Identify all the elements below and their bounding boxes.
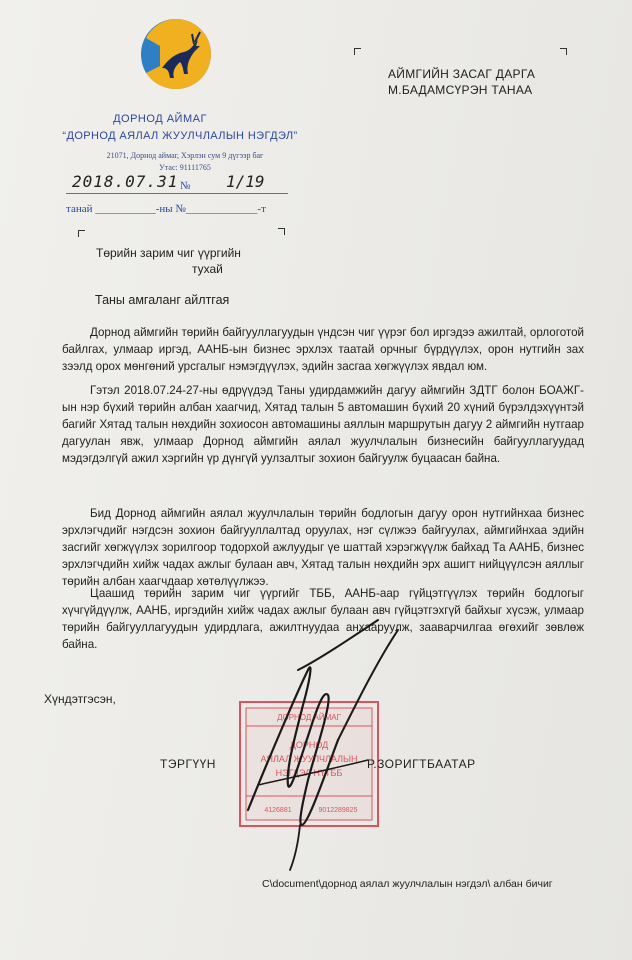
body-paragraph-2	[62, 382, 584, 467]
document-file-path: C\document\дорнод аялал жуулчлалын нэгдэл\ албан бичиг	[262, 878, 553, 890]
letter-number-label: №	[180, 180, 191, 192]
organization-name: “ДОРНОД АЯЛАЛ ЖУУЛЧЛАЛЫН НЭГДЭЛ”	[62, 130, 298, 142]
stamp-mid-3: НЭГДЭЛ НҮТББ	[275, 768, 343, 778]
addressee-title: АЙМГИЙН ЗАСАГ ДАРГА	[388, 67, 536, 81]
signer-name: Р.ЗОРИГТБААТАР	[367, 757, 476, 771]
subject-corner-right	[278, 228, 285, 235]
organization-address: 21071, Дорнод аймаг, Хэрлэн сум 9 дүгээр баг	[106, 151, 264, 160]
stamp-reg-2: 9012289825	[318, 807, 358, 814]
body-paragraph-2-text: Гэтэл 2018.07.24-27-ны өдрүүдэд Таны удирдамжийн дагуу аймгийн ЗДТГ болон БОАЖГ-ын нэр бүхий төрийн албан хаагчид, Хятад талын 5 автомашин бүхий 20 хүний бүрэлдэхүүнтэй багийг Хятад талын нөхдийн зохиосон автомашины аяллын маршрутын дагуу 2 аймгийн нутгаар дагуулан явж, улмаар Дорнод аймгийн аялал жуулчлалын бизнесийн байгууллагуудад мэдэгдэлгүй ажил хэргийн үр дүнгүй уулзалтыг зохион байгуулж буцаасан байна.	[62, 384, 584, 465]
letter-number: 1/19	[226, 172, 265, 191]
subject-block	[96, 245, 296, 277]
subject-line-1: Төрийн зарим чиг үүргийн	[96, 246, 241, 260]
greeting: Таны амгаланг айлтгая	[95, 293, 230, 307]
body-paragraph-3-text: Бид Дорнод аймгийн аялал жуулчлалын төрийн бодлогын дагуу орон нутгийнхаа бизнес эрхлэгчдийг нэгдсэн зохион байгууллалтад оруулах, нэг сүлжээ байгуулах, аймгийнхаа эдийн засгийг хөгжүүлэх зорилгоор тодорхой ажлуудыг үе шаттай хэрэгжүүлж байхад Та ААНБ, бизнес эрхлэгчдийн хийж чадах ажлыг булаан авч, Хятад талын нөхдийн эрх ашигт нийцүүлсэн аяллыг төрийн албан хаагчдаар хөтөлүүлжээ.	[62, 507, 584, 588]
deer-logo-icon	[140, 18, 212, 90]
subject-line-2: тухай	[192, 262, 223, 276]
body-paragraph-1-text: Дорнод аймгийн төрийн байгууллагуудын үндсэн чиг үүрэг бол иргэдээ ажилтай, орлоготой байлгах, улмаар иргэд, ААНБ-ын бизнес эрхлэх таатай орчныг бүрдүүлэх, орон нутгийн зах зээлд орох мөнгөний урсгалыг нэмэгдүүлэх, эдийн засгаа хөгжүүлэх явдал юм.	[62, 326, 584, 373]
body-paragraph-1	[62, 324, 584, 375]
body-paragraph-3	[62, 505, 584, 590]
addressee-corner-right	[560, 48, 567, 55]
organization-phone: Утас: 91111765	[159, 163, 211, 172]
subject-corner-left	[78, 230, 85, 237]
addressee-name: М.БАДАМСҮРЭН ТАНАА	[388, 83, 533, 97]
addressee-block	[388, 66, 535, 98]
closing-regards: Хүндэтгэсэн,	[44, 692, 116, 706]
handwritten-signature	[228, 610, 418, 875]
letter-date: 2018.07.31	[72, 172, 179, 191]
aimag-name: ДОРНОД АЙМАГ	[113, 113, 207, 125]
stamp-mid-1: ДОРНОД	[289, 740, 329, 750]
stamp-top-text: ДОРНОД АЙМАГ	[277, 713, 341, 722]
stamp-mid-2: АЯЛАЛ ЖУУЛЧЛАЛЫН	[260, 754, 358, 764]
date-underline	[66, 193, 288, 194]
signer-title: ТЭРГҮҮН	[160, 757, 216, 771]
reference-row: танай ___________-ны №_____________-т	[66, 203, 266, 215]
stamp-reg-1: 4126881	[264, 807, 292, 814]
addressee-corner-left	[354, 48, 361, 55]
body-paragraph-4-text: Цаашид төрийн зарим чиг үүргийг ТББ, ААНБ-аар гүйцэтгүүлэх төрийн бодлогыг хүчгүйдүүлж, ААНБ, иргэдийн хийж чадах ажлыг булаан авч гүйцэтгэхгүй байхыг хүсэж, улмаар төрийн байгууллагуудын удирдлага, ажилтнуудаа анхааруулж, зааварчилгаа өгөхийг зөвлөж байна.	[62, 587, 584, 651]
